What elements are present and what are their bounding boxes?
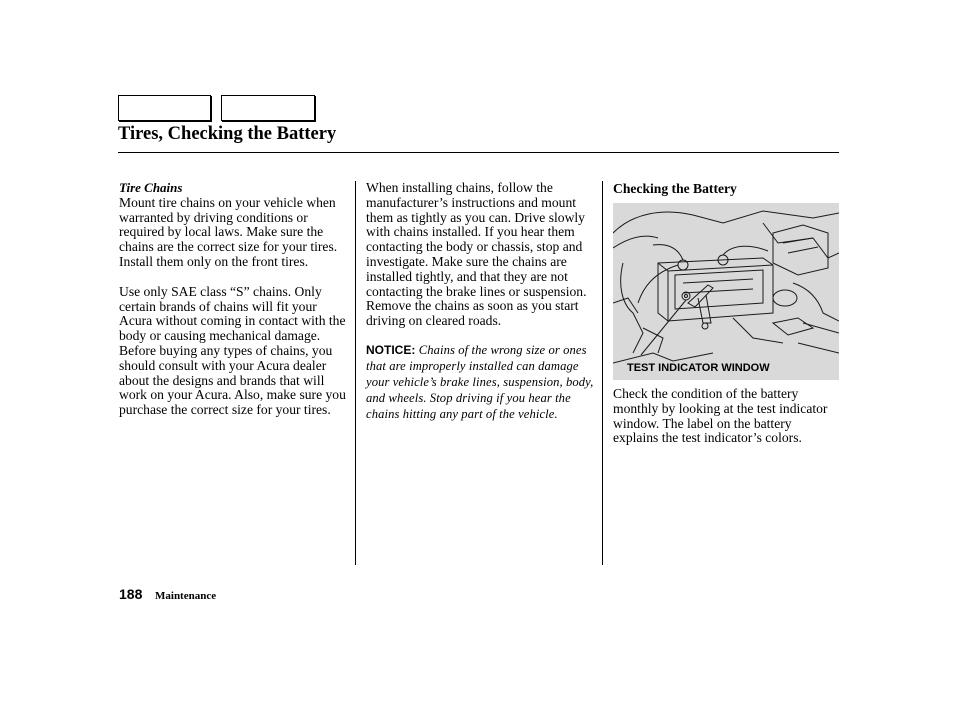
column-divider-1 [355,181,356,565]
battery-illustration [613,203,839,380]
nav-tab-box-1[interactable] [118,95,211,121]
column-installing-chains [366,181,598,422]
subheading-tire-chains: Tire Chains [119,180,183,195]
notice-text: Chains of the wrong size or ones that are improperly installed can damage your vehicle’s brake lines, suspension, body, and wheels. Stop driving if you hear the chains hitting any part of the vehicle. [366,342,594,421]
paragraph-installing-chains: When installing chains, follow the manufacturer’s instructions and mount them as tightly as you can. Drive slowly with chains installed. If you hear them contacting the body or chassis, stop and investigate. Make sure the chains are installed tightly, and that they are not contacting the brake lines or suspension. Remove the chains as soon as you start driving on cleared roads. [366,180,587,329]
section-name: Maintenance [155,590,217,602]
paragraph-battery-check: Check the condition of the battery monthly by looking at the test indicator window. The label on the battery explains the test indicator’s colors. [613,386,828,446]
figure-caption: TEST INDICATOR WINDOW [627,362,770,374]
page-title: Tires, Checking the Battery [118,124,337,144]
column-checking-battery [613,181,839,446]
column-tire-chains [119,181,351,418]
paragraph-mount-chains: Mount tire chains on your vehicle when warranted by driving conditions or required by local laws. Make sure the chains are the correct size for your tires. Install them only on the front tires. [119,194,338,269]
notice-block [366,342,598,422]
title-rule [118,152,839,153]
column-divider-2 [602,181,603,565]
notice-label: NOTICE: [366,342,416,357]
paragraph-sae-chains: Use only SAE class “S” chains. Only certain brands of chains will fit your Acura without coming in contact with the body or causing mechanical damage. Before buying any types of chains, you should consult with your Acura dealer about the designs and brands that will work on your Acura. Also, make sure you purchase the correct size for your tires. [119,283,346,418]
nav-tab-box-2[interactable] [221,95,315,121]
heading-checking-battery: Checking the Battery [613,181,737,196]
page-number: 188 [119,586,143,602]
battery-line-drawing [613,203,839,380]
